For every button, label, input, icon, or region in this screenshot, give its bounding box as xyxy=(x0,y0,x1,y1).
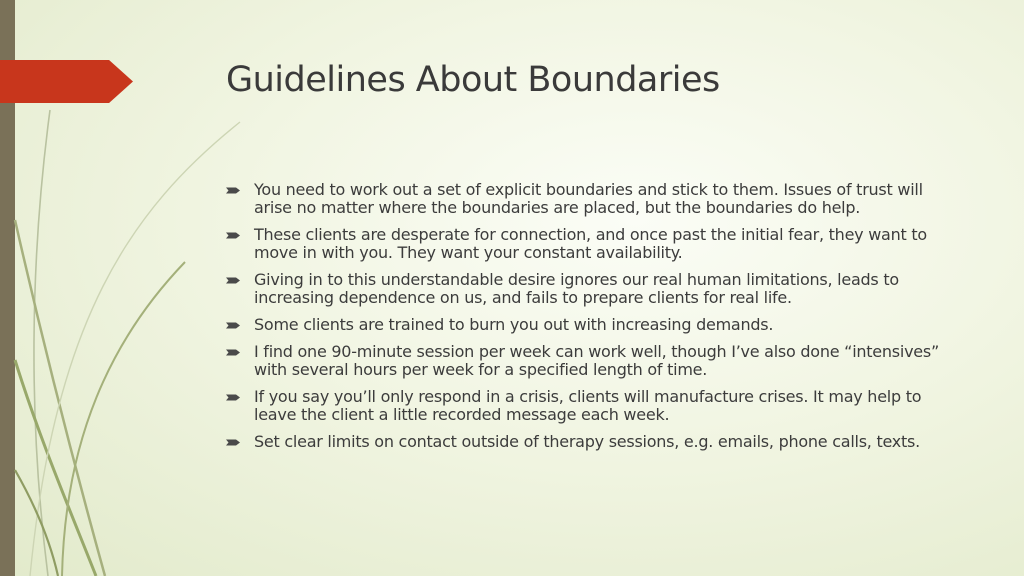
arrow-bullet-icon xyxy=(226,349,240,356)
arrow-bullet-icon xyxy=(226,322,240,329)
arrow-bullet-icon xyxy=(226,394,240,401)
page-title: Guidelines About Boundaries xyxy=(226,60,720,100)
list-item xyxy=(226,271,956,307)
list-item xyxy=(226,181,956,217)
list-item xyxy=(226,343,956,379)
arrow-bullet-icon xyxy=(226,232,240,239)
bullet-text: These clients are desperate for connection, and once past the initial fear, they want to move in with you. They want your constant availability. xyxy=(254,225,927,262)
arrow-bullet-icon xyxy=(226,439,240,446)
bullet-text: Set clear limits on contact outside of therapy sessions, e.g. emails, phone calls, texts. xyxy=(254,432,920,451)
arrow-bullet-icon xyxy=(226,277,240,284)
bullet-text: Some clients are trained to burn you out with increasing demands. xyxy=(254,315,774,334)
list-item xyxy=(226,388,956,424)
list-item xyxy=(226,433,956,451)
bullet-text: If you say you’ll only respond in a crisis, clients will manufacture crises. It may help to leave the client a little recorded message each week. xyxy=(254,387,922,424)
bullet-text: Giving in to this understandable desire ignores our real human limitations, leads to increasing dependence on us, and fails to prepare clients for real life. xyxy=(254,270,899,307)
list-item xyxy=(226,226,956,262)
arrow-bullet-icon xyxy=(226,187,240,194)
list-item xyxy=(226,316,956,334)
title-accent-tab xyxy=(0,60,133,103)
bullet-text: I find one 90-minute session per week can work well, though I’ve also done “intensives” with several hours per week for a specified length of time. xyxy=(254,342,940,379)
bullet-text: You need to work out a set of explicit boundaries and stick to them. Issues of trust will arise no matter where the boundaries are placed, but the boundaries do help. xyxy=(254,180,923,217)
bullet-list xyxy=(226,181,956,460)
